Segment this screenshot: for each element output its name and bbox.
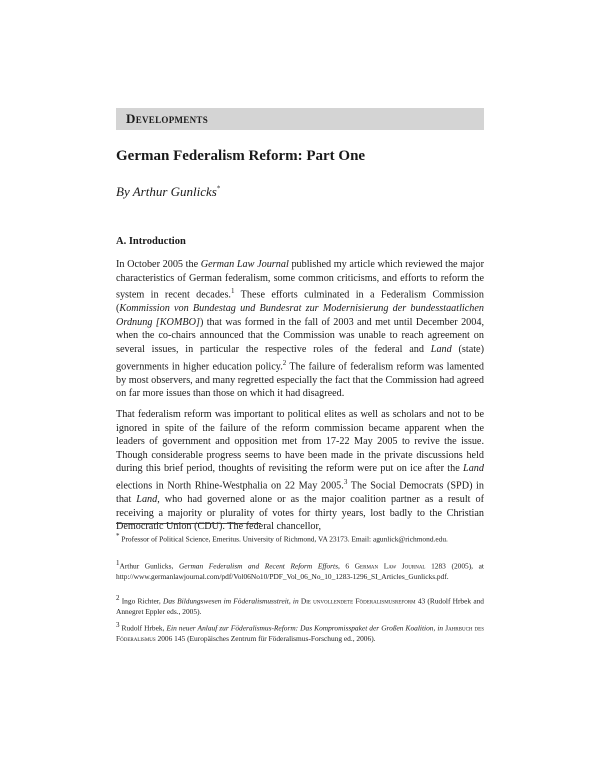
- footnote-mark: 2: [116, 594, 120, 602]
- italic-term: Land: [430, 343, 452, 355]
- section-band: [116, 108, 484, 130]
- section-heading: A. Introduction: [116, 236, 186, 247]
- text-run: elections in North Rhine-Westphalia on 22 May 2005.: [116, 480, 344, 492]
- footnote-ref-1[interactable]: 1: [230, 287, 235, 296]
- cited-book: Die unvollendete Föderalismusreform: [300, 596, 416, 606]
- footnote-2: [116, 593, 484, 617]
- author-footnote-mark[interactable]: *: [216, 184, 221, 193]
- text-run: The failure of federalism reform was lamented by most observers, and many regretted especially the fact that the Commission had agreed on far more issues than those on which it had disagreed.: [116, 360, 484, 400]
- cited-book: Jahrbuch des Föderalismus: [116, 623, 485, 643]
- footnote-ref-2[interactable]: 2: [282, 358, 287, 367]
- footnote-ref-3[interactable]: 3: [343, 477, 348, 486]
- author-name: By Arthur Gunlicks: [116, 184, 217, 199]
- commission-name: Kommission von Bundestag und Bundesrat zur Modernisierung der bundesstaatlichen Ordnung [KOMBO]: [116, 303, 484, 328]
- text-run: , who had governed alone or as the major coalition partner as a result of receiving a majority or plurality of votes for thirty years, lost badly to the Christian Democratic Union (CDU). The federal chancellor,: [116, 493, 484, 533]
- section-label: Developments: [126, 111, 208, 126]
- footnote-text: Rudolf Hrbek,: [119, 623, 167, 633]
- text-run: (state) governments in higher education policy.: [116, 343, 484, 372]
- footnote-text[interactable]: 1283 (2005), at http://www.germanlawjournal.com/pdf/Vol06No10/PDF_Vol_06_No_10_1283-1296_SI_Articles_Gunlicks.pdf.: [116, 561, 484, 581]
- text-run: ) that was formed in the fall of 2003 and met until December 2004, when the co-chairs announced that the Commission was unable to reach agreement on several issues, in particular the respective roles of the federal and: [116, 316, 484, 355]
- body-paragraph-1: [116, 258, 484, 401]
- footnote-1: [116, 558, 484, 582]
- author-byline: [116, 184, 484, 200]
- footnote-author: [116, 531, 484, 545]
- footnote-text: Ingo Richter,: [119, 596, 163, 606]
- footnote-text: 2006 145 (Europäisches Zentrum für Föderalismus-Forschung ed., 2006).: [155, 633, 376, 643]
- footnote-3: [116, 620, 484, 644]
- footnote-mark: 1: [116, 559, 120, 567]
- footnote-text: 43 (Rudolf Hrbek and Annegret Eppler eds., 2005).: [116, 596, 484, 616]
- text-run: That federalism reform was important to political elites as well as scholars and not to be ignored in spite of the failure of the reform commission became apparent when the leaders of government and opposition met from 17-22 May 2005 to revive the issue. Though considerable progress seems to have been made in the private discussions held during this brief period, thoughts of revisiting the reform were put on ice after the: [116, 409, 484, 475]
- journal-title: German Law Journal: [200, 259, 289, 270]
- cited-title: Ein neuer Anlauf zur Föderalismus-Reform: Das Kompromisspaket der Großen Koalition, in: [166, 623, 444, 633]
- text-run: In October 2005 the: [116, 259, 201, 270]
- cited-journal: German Law Journal: [354, 561, 426, 571]
- text-run: published my article which reviewed the major characteristics of German federalism, some common criticisms, and efforts to reform the system in recent decades.: [116, 259, 484, 301]
- footnote-mark: 3: [116, 621, 120, 629]
- cited-title: German Federalism and Recent Reform Efforts: [178, 561, 338, 571]
- footnote-separator: [116, 523, 261, 524]
- italic-term: Land: [136, 493, 158, 505]
- footnote-mark: *: [116, 532, 120, 540]
- footnote-text: , 6: [337, 561, 355, 571]
- article-title: German Federalism Reform: Part One: [116, 148, 366, 164]
- footnote-text: Arthur Gunlicks,: [119, 561, 179, 571]
- italic-term: Land: [463, 463, 484, 475]
- text-run: The Social Democrats (SPD) in that: [116, 480, 484, 505]
- footnote-text: Professor of Political Science, Emeritus. University of Richmond, VA 23173. Email: agunlick@richmond.edu.: [119, 534, 448, 544]
- text-run: These efforts culminated in a Federalism Commission (: [116, 289, 484, 315]
- cited-title: Das Bildungswesen im Föderalismusstreit, in: [163, 596, 299, 606]
- body-paragraph-2: [116, 408, 484, 534]
